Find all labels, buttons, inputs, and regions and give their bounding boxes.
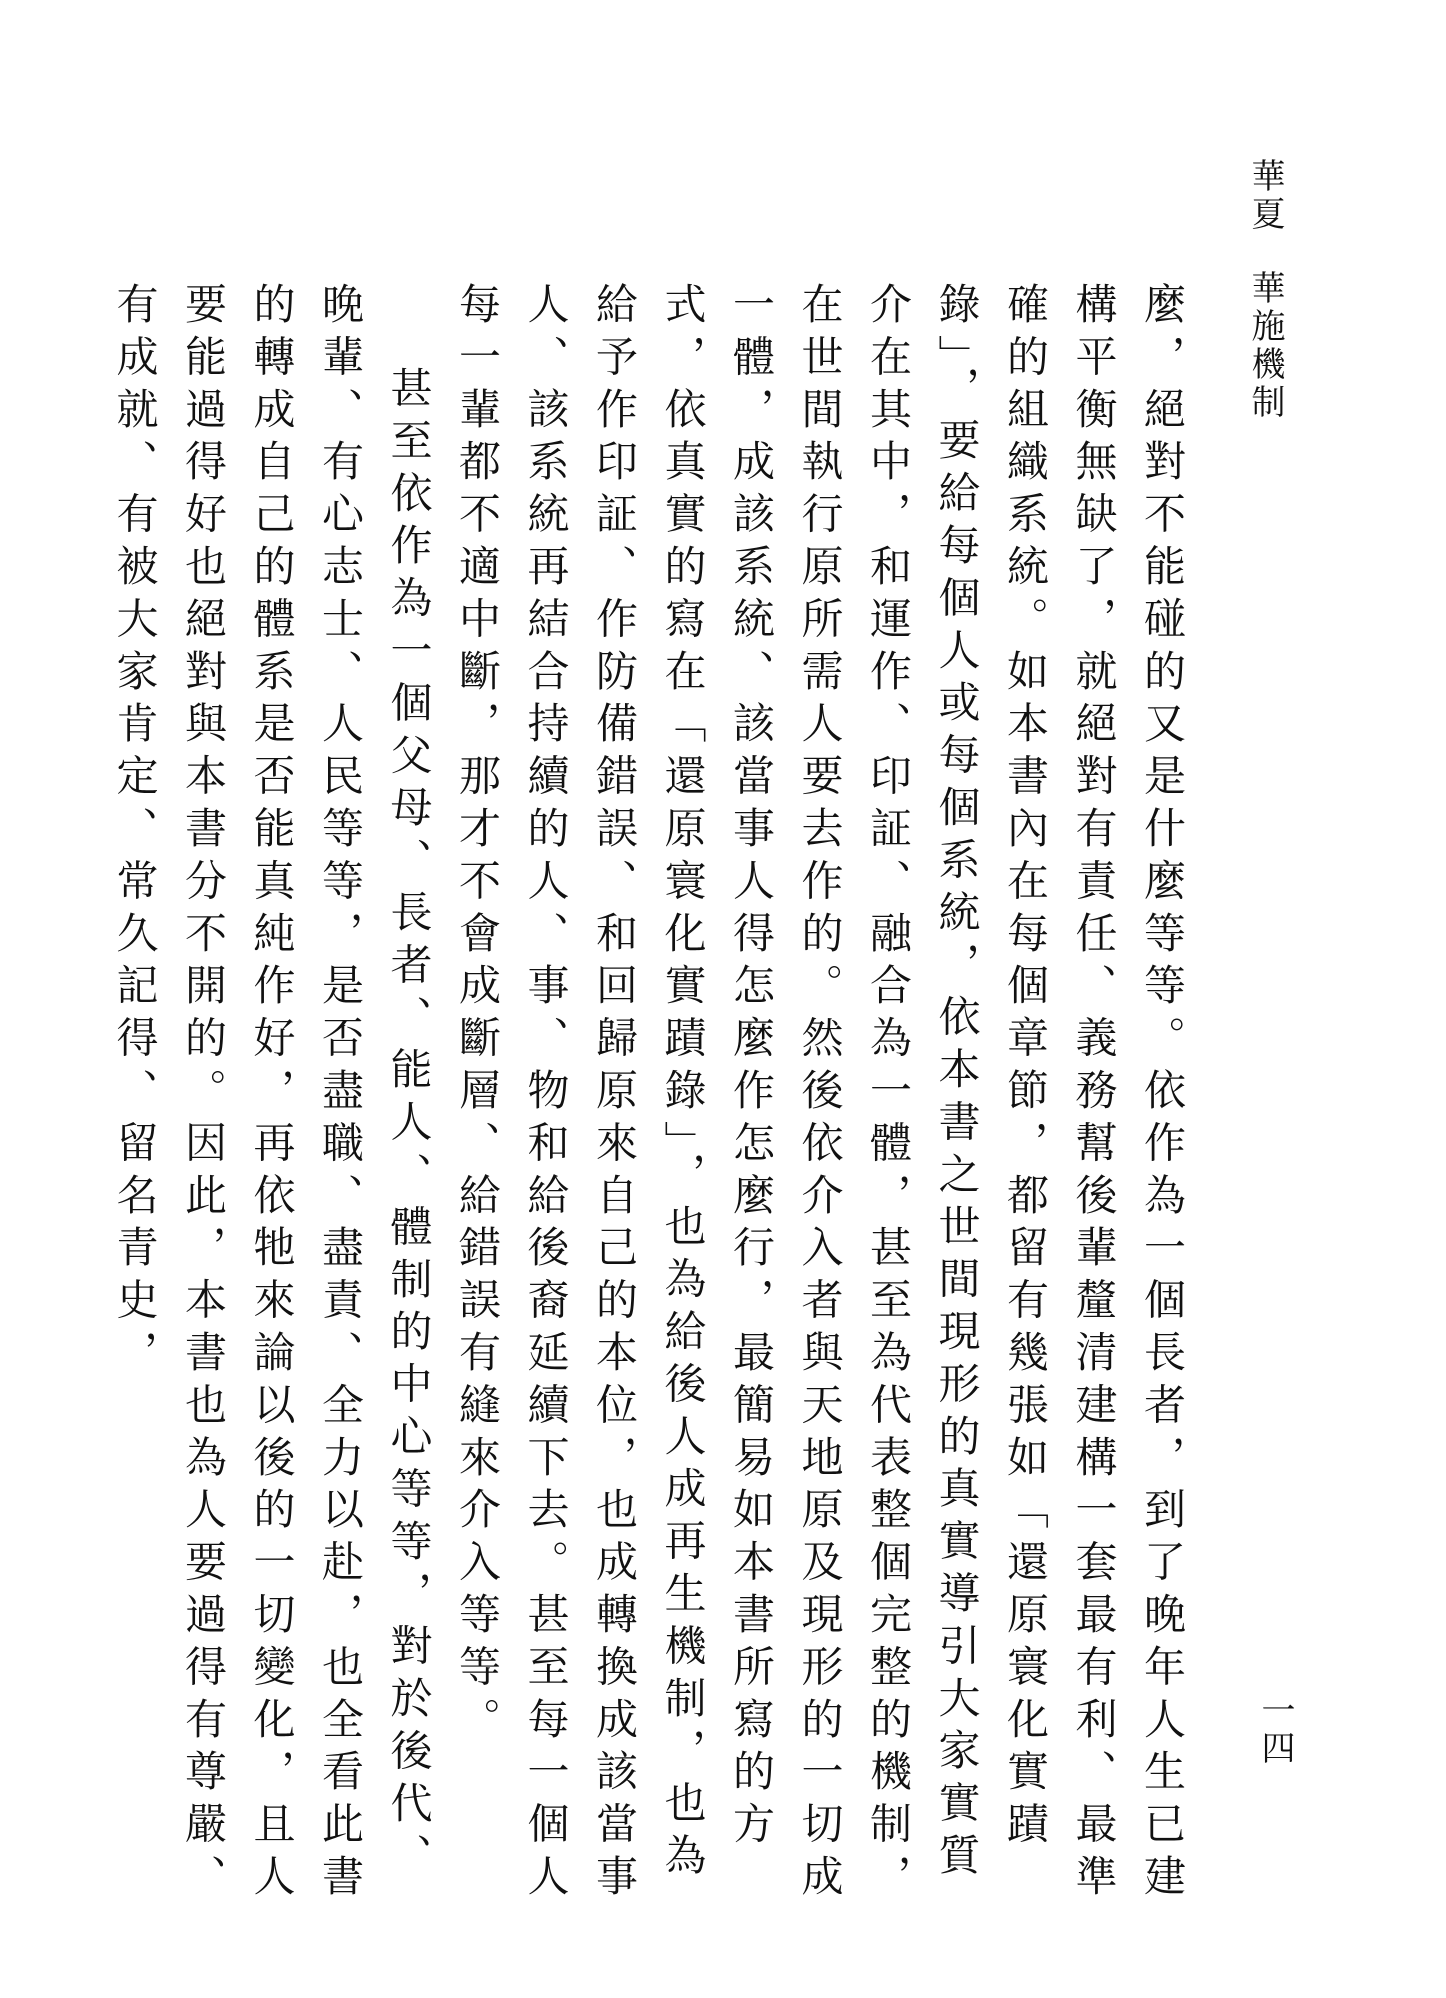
paragraph: 甚至依作為一個父母、長者、能人、體制的中心等等，對於後代、晚輩、有心志士、人民等等，是否盡職、盡責、全力以赴，也全看此書的轉成自己的體系是否能真純作好，再依牠來論以後的一切變化，且人要能過得好也絕對與本書分不開的。因此，本書也為人要過得有尊嚴、有成就、有被大家肯定、常久記得、留名青史， <box>110 282 434 1907</box>
chapter-title: 華施機制 <box>1245 270 1285 422</box>
book-title: 華夏 <box>1245 158 1285 234</box>
paragraph: 麼，絕對不能碰的又是什麼等等。依作為一個長者，到了晚年人生已建構平衡無缺了，就絕對有責任、義務幫後輩釐清建構一套最有利、最準確的組織系統。如本書內在每個章節，都留有幾張如「還原寰化實蹟錄」，要給每個人或每個系統，依本書之世間現形的真實導引大家實質介在其中，和運作、印証、融合為一體，甚至為代表整個完整的機制，在世間執行原所需人要去作的。然後依介入者與天地原及現形的一切成一體，成該系統、該當事人得怎麼作怎麼行，最簡易如本書所寫的方式，依真實的寫在「還原寰化實蹟錄」，也為給後人成再生機制，也為給予作印証、作防備錯誤、和回歸原來自己的本位，也成轉換成該當事人、該系統再結合持續的人、事、物和給後裔延續下去。甚至每一個人每一輩都不適中斷，那才不會成斷層、給錯誤有縫來介入等等。 <box>453 282 1187 1907</box>
running-head <box>1240 158 1290 422</box>
body-text <box>110 282 1196 1912</box>
page-number: 一四 <box>1255 1692 1295 1768</box>
